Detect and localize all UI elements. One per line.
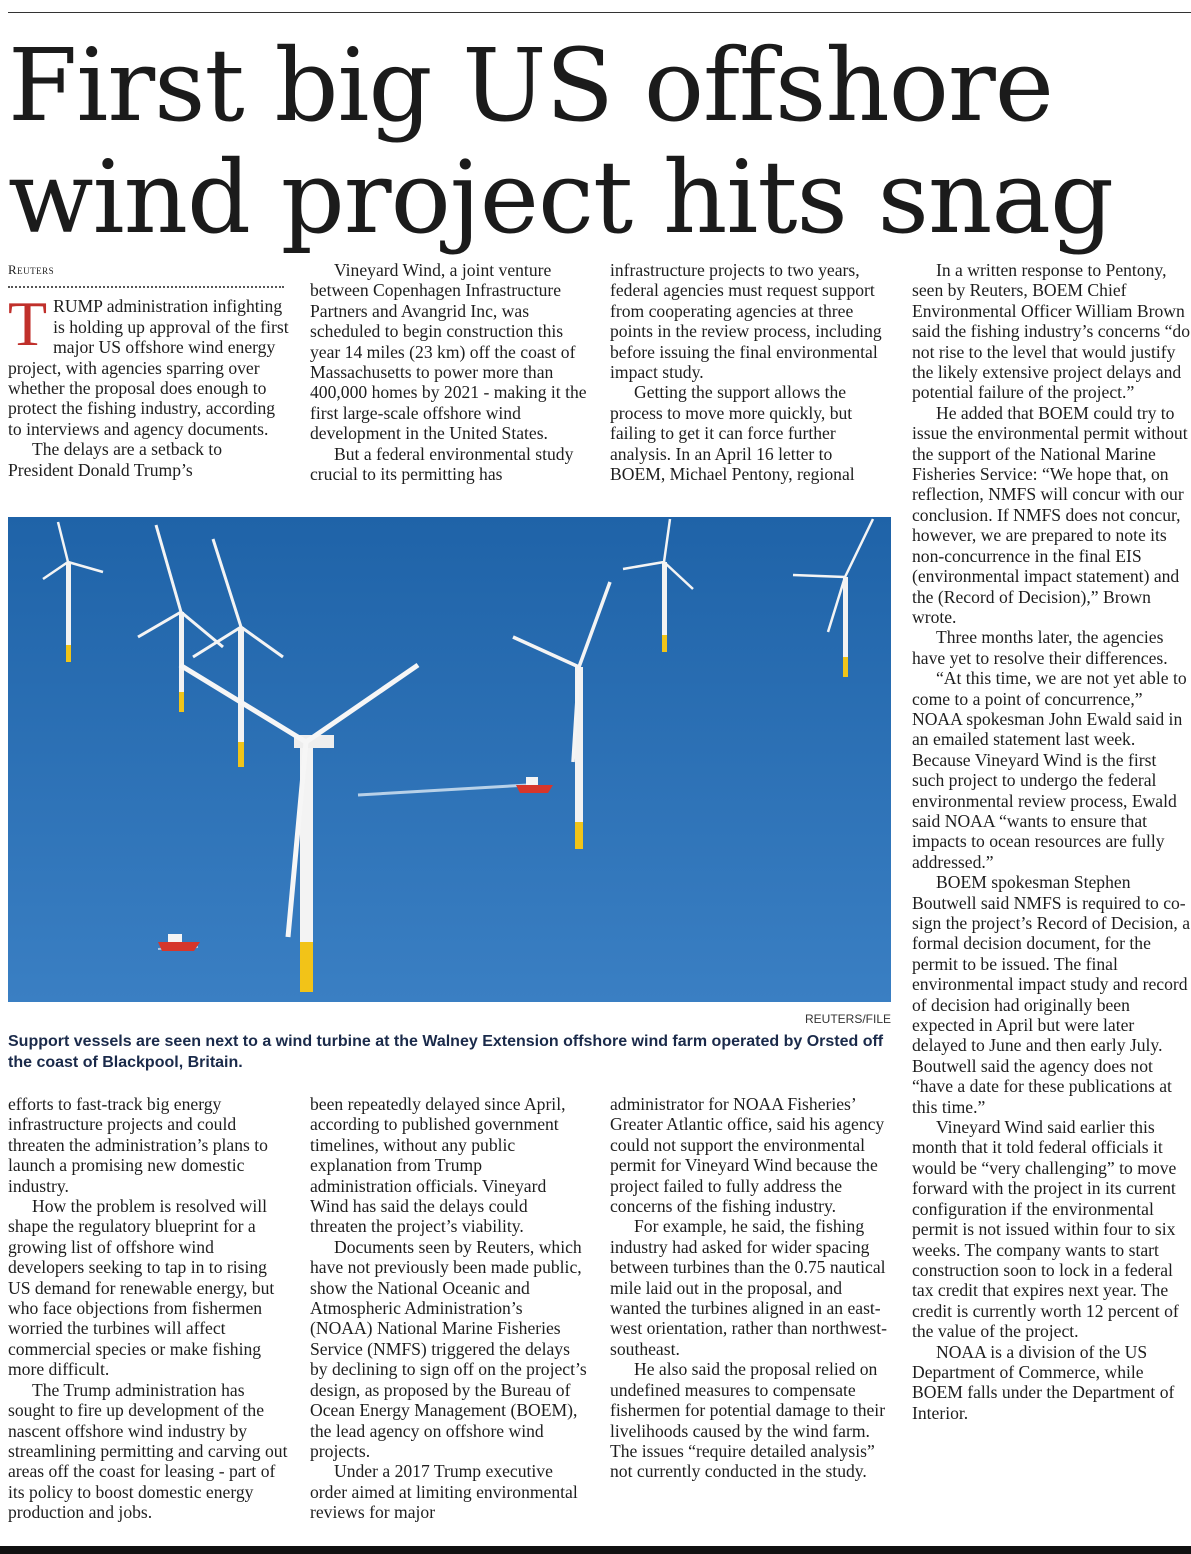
photo-credit: REUTERS/FILE (804, 1012, 891, 1026)
column-3-bottom (610, 1094, 890, 1482)
paragraph: efforts to fast-track big energy infrastructure projects and could threaten the administration’s plans to launch a promising new domestic industry. (8, 1094, 268, 1196)
bottom-rule (0, 1546, 1191, 1554)
sea-surface (8, 517, 891, 1002)
paragraph: “At this time, we are not yet able to come to a point of concurrence,” NOAA spokesman John Ewald said in an emailed statement last week. Because Vineyard Wind is the first such project to undergo the federal environmental review process, Ewald said NOAA “wants to ensure that impacts to ocean resources are fully addressed.” (912, 668, 1187, 872)
photo-caption: Support vessels are seen next to a wind turbine at the Walney Extension offshore wind farm operated by Orsted off the coast of Blackpool, Britain. (8, 1033, 884, 1071)
paragraph: But a federal environmental study crucial to its permitting has (310, 443, 574, 485)
paragraph: The Trump administration has sought to fire up development of the nascent offshore wind industry by streamlining permitting and carving out areas off the coast for leasing - part of its policy to boost domestic energy production and jobs. (8, 1379, 288, 1523)
drop-cap: T (8, 288, 48, 360)
paragraph: In a written response to Pentony, seen by Reuters, BOEM Chief Environmental Officer William Brown said the fishing industry’s concerns “do not rise to the level that would justify the likely extensive project delays and potential failure of the project.” (912, 260, 1191, 403)
column-1-top (8, 260, 290, 480)
byline-divider (8, 286, 284, 288)
paragraph: NOAA is a division of the US Department of Commerce, while BOEM falls under the Department of Interior. (912, 1341, 1175, 1423)
column-3-top (610, 260, 890, 484)
paragraph: Under a 2017 Trump executive order aimed at limiting environmental reviews for major (310, 1461, 578, 1523)
column-2-top (310, 260, 588, 484)
headline: First big US offshore wind project hits snag (8, 27, 1114, 256)
column-2-bottom (310, 1094, 588, 1523)
paragraph: Vineyard Wind said earlier this month that it told federal officials it would be “very challenging” to move forward with the project in its current configuration if the environmental permit is not issued within four to six weeks. The company wants to start construction soon to lock in a federal tax credit that expires next year. The credit is currently worth 12 percent of the value of the project. (912, 1117, 1179, 1342)
column-1-bottom (8, 1094, 290, 1523)
top-rule (8, 12, 1191, 13)
paragraph: Vineyard Wind, a joint venture between Copenhagen Infrastructure Partners and Avangrid Inc, was scheduled to begin construction this year 14 miles (23 km) off the coast of Massachusetts to power more than 400,000 homes by 2021 - making it the first large-scale offshore wind development in the United States. (310, 260, 587, 444)
paragraph: Three months later, the agencies have yet to resolve their differences. (912, 627, 1168, 668)
paragraph: BOEM spokesman Stephen Boutwell said NMFS is required to co-sign the project’s Record of Decision, a formal decision document, for the permit to be issued. The final environmental impact study and record of decision had originally been expected in April but were later delayed to June and then early July. Boutwell said the agency does not “have a date for these publications at this time.” (912, 872, 1191, 1117)
paragraph: The delays are a setback to President Donald Trump’s (8, 439, 223, 480)
paragraph: He also said the proposal relied on undefined measures to compensate fishermen for potential damage to their livelihoods caused by the wind farm. The issues “require detailed analysis” not currently conducted in the study. (610, 1359, 886, 1482)
paragraph: infrastructure projects to two years, federal agencies must request support from cooperating agencies at three points in the review process, including before issuing the final environmental impact study. (610, 260, 882, 383)
byline: Reuters (8, 262, 55, 277)
lead-paragraph (8, 288, 290, 439)
paragraph: For example, he said, the fishing industry had asked for wider spacing between turbines than the 0.75 nautical mile laid out in the proposal, and wanted the turbines aligned in an east-west orientation, rather than northwest-southeast. (610, 1216, 888, 1359)
paragraph: Getting the support allows the process to move more quickly, but failing to get it can force further analysis. In an April 16 letter to BOEM, Michael Pentony, regional (610, 382, 855, 485)
paragraph: Documents seen by Reuters, which have not previously been made public, show the National Oceanic and Atmospheric Administration’s (NOAA) National Marine Fisheries Service (NMFS) triggered the delays by declining to sign off on the project’s design, as proposed by the Bureau of Ocean Energy Management (BOEM), the lead agency on offshore wind projects. (310, 1236, 587, 1461)
column-4 (912, 260, 1191, 1423)
paragraph: administrator for NOAA Fisheries’ Greater Atlantic office, said his agency could not support the environmental permit for Vineyard Wind because the project failed to fully address the concerns of the fishing industry. (610, 1094, 885, 1217)
wind-farm-photo (8, 517, 891, 1002)
lead-text: RUMP administration infighting is holding up approval of the first major US offshore wind energy project, with agencies sparring over whether the proposal does enough to protect the fishing industry, according to interviews and agency documents. (8, 296, 289, 439)
paragraph: He added that BOEM could try to issue the environmental permit without the support of the National Marine Fisheries Service: “We hope that, on reflection, NMFS will concur with our conclusion. If NMFS does not concur, however, we are prepared to note its non-concurrence in the final EIS (environmental impact statement) and the (Record of Decision),” Brown wrote. (912, 402, 1188, 627)
paragraph: How the problem is resolved will shape the regulatory blueprint for a growing list of offshore wind developers seeking to tap in to rising US demand for renewable energy, but who face objections from fishermen worried the turbines will affect commercial species or make fishing more difficult. (8, 1196, 275, 1380)
paragraph: been repeatedly delayed since April, according to published government timelines, without any public explanation from Trump administration officials. Vineyard Wind has said the delays could threaten the project’s viability. (310, 1094, 566, 1237)
